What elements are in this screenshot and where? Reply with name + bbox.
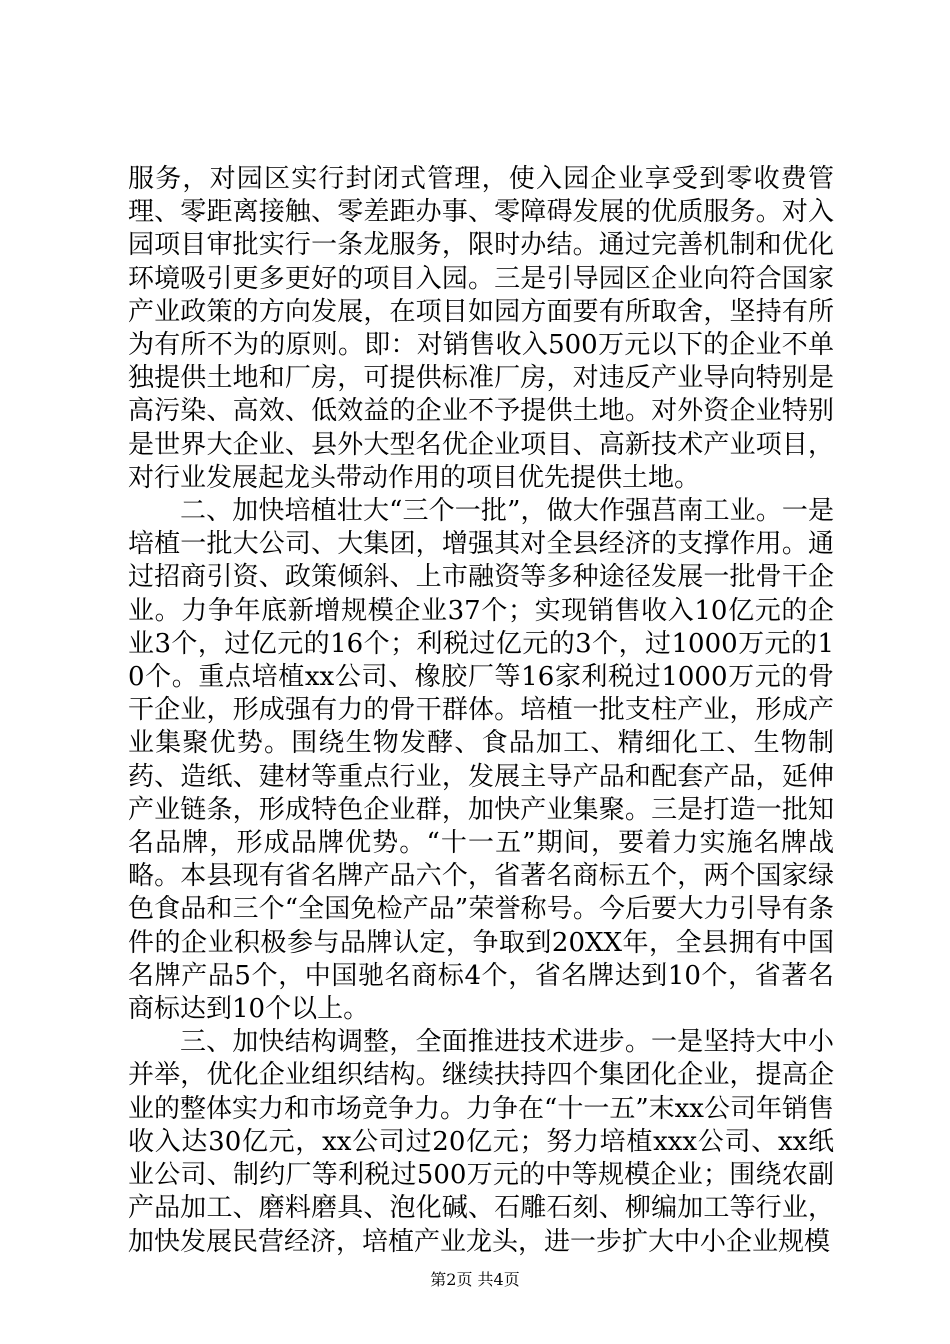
paragraph-1: 服务，对园区实行封闭式管理，使入园企业享受到零收费管理、零距离接触、零差距办事、零障碍发展的优质服务。对入园项目审批实行一条龙服务，限时办结。通过完善机制和优化环境吸引更多更好的项目入园。三是引导园区企业向符合国家产业政策的方向发展，在项目如园方面要有所取舍，坚持有所为有所不为的原则。即：对销售收入500万元以下的企业不单独提供土地和厂房，可提供标准厂房，对违反产业导向特别是高污染、高效、低效益的企业不予提供土地。对外资企业特别是世界大企业、县外大型名优企业项目、高新技术产业项目，对行业发展起龙头带动作用的项目优先提供土地。 [128, 164, 834, 493]
page-footer: 第2页 共4页 [430, 1270, 520, 1289]
body-text [128, 163, 834, 1259]
paragraph-2: 二、加快培植壮大“三个一批”，做大作强莒南工业。一是培植一批大公司、大集团，增强其对全县经济的支撑作用。通过招商引资、政策倾斜、上市融资等多种途径发展一批骨干企业。力争年底新增规模企业37个；实现销售收入10亿元的企业3个，过亿元的16个；利税过亿元的3个，过1000万元的10个。重点培植xx公司、橡胶厂等16家利税过1000万元的骨干企业，形成强有力的骨干群体。培植一批支柱产业，形成产业集聚优势。围绕生物发酵、食品加工、精细化工、生物制药、造纸、建材等重点行业，发展主导产品和配套产品，延伸产业链条，形成特色企业群，加快产业集聚。三是打造一批知名品牌，形成品牌优势。“十一五”期间，要着力实施名牌战略。本县现有省名牌产品六个，省著名商标五个，两个国家绿色食品和三个“全国免检产品”荣誉称号。今后要大力引导有条件的企业积极参与品牌认定，争取到20XX年，全县拥有中国名牌产品5个，中国驰名商标4个，省名牌达到10个，省著名商标达到10个以上。 [128, 496, 834, 1025]
paragraph-3: 三、加快结构调整，全面推进技术进步。一是坚持大中小并举，优化企业组织结构。继续扶持四个集团化企业，提高企业的整体实力和市场竞争力。力争在“十一五”末xx公司年销售收入达30亿元，xx公司过20亿元；努力培植xxx公司、xx纸业公司、制约厂等利税过500万元的中等规模企业；围绕农副产品加工、磨料磨具、泡化碱、石雕石刻、柳编加工等行业，加快发展民营经济，培植产业龙头，进一步扩大中小企业规模 [128, 1027, 834, 1257]
